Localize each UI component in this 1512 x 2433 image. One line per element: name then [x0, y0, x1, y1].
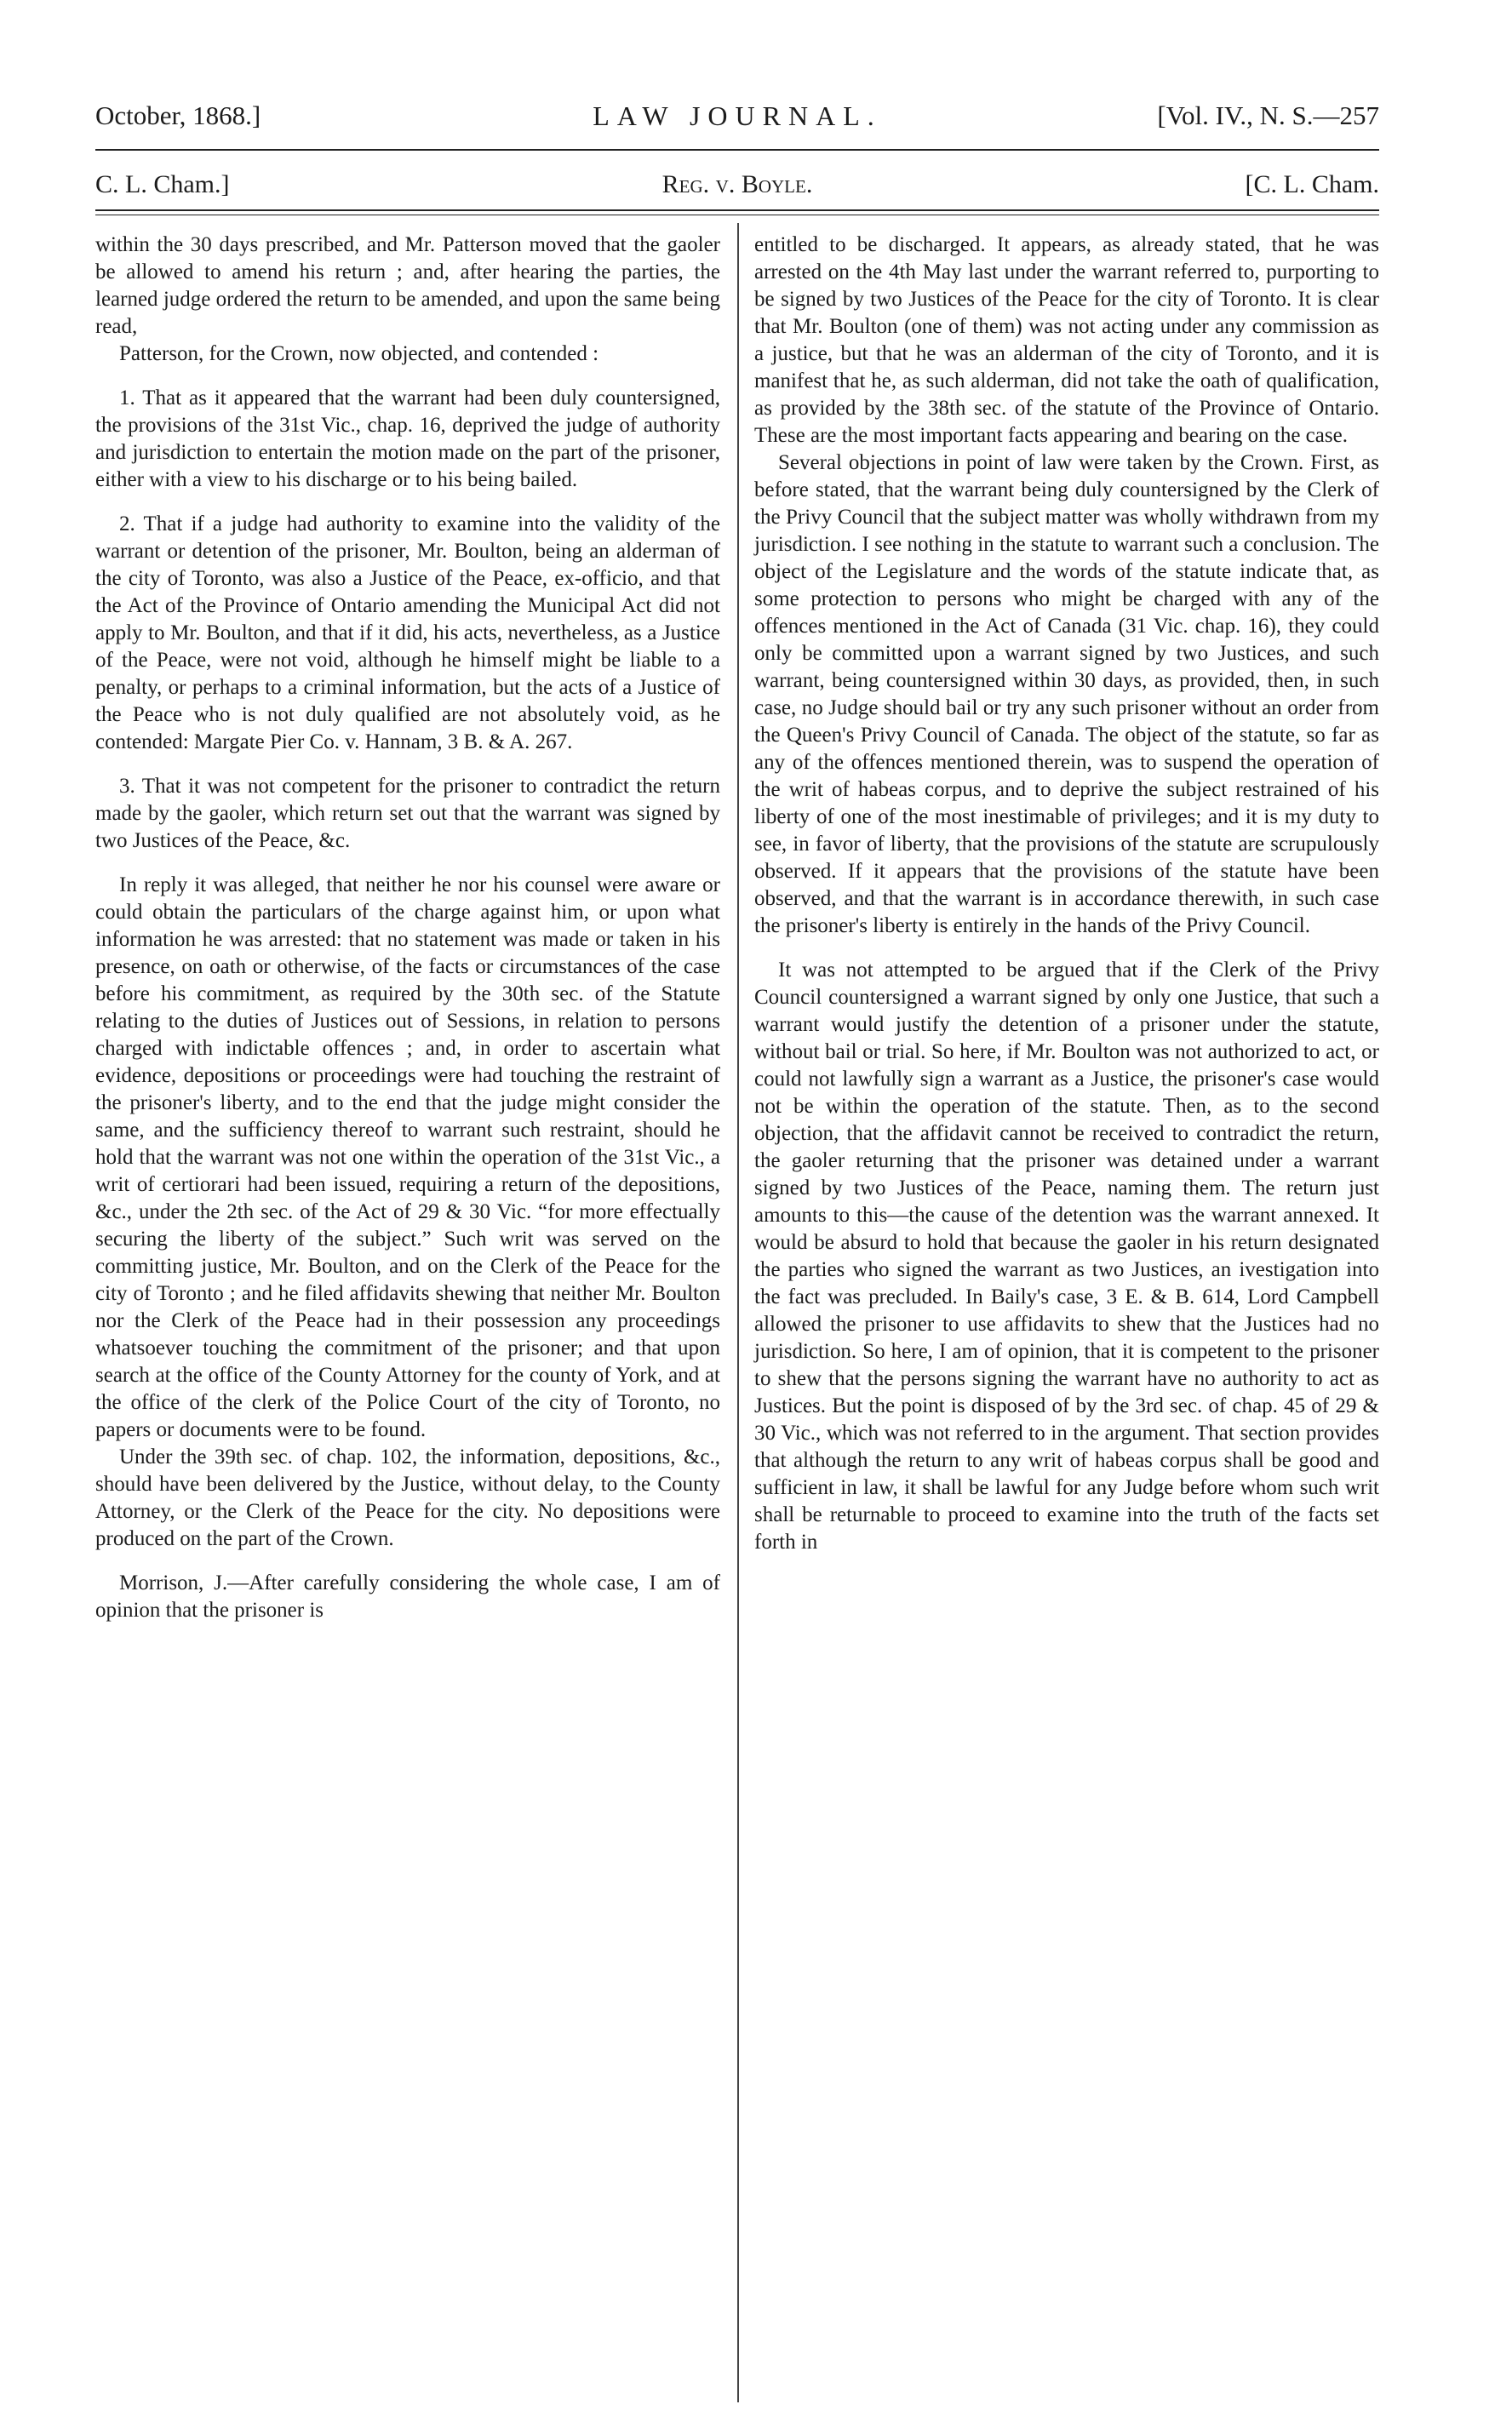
volume-page: [Vol. IV., N. S.—257 [1157, 100, 1379, 130]
case-name: Reg. v. Boyle. [662, 170, 813, 198]
running-header [95, 100, 1379, 152]
court-left: C. L. Cham.] [95, 170, 230, 198]
header-rule [95, 149, 1379, 151]
paragraph: entitled to be discharged. It appears, as already stated, that he was arrested on the 4th May last under the warrant referred to, purporting to be signed by two Justices of the Peace for the city of Toronto. It is clear that Mr. Boulton (one of them) was not acting under any commission as a justice, but that he was an alderman of the city of Toronto, and it is manifest that he, as such alderman, did not take the oath of qualification, as provided by the 38th sec. of the statute of the Province of Ontario. These are the most important facts appearing and bearing on the case. [754, 233, 1379, 447]
journal-title: LAW JOURNAL. [593, 100, 882, 131]
case-header [95, 170, 1379, 213]
paragraph: In reply it was alleged, that neither he nor his counsel were aware or could obtain the particulars of the charge against him, or upon what information he was arrested: that no statement was made or taken in his presence, on oath or otherwise, of the facts or circumstances of the case before his commitment, as required by the 30th sec. of the Statute relating to the duties of Justices out of Sessions, in relation to persons charged with indictable offences ; and, in order to ascertain what evidence, depositions or proceedings were had touching the restraint of the prisoner's liberty, and to the end that the judge might consider the same, and the sufficiency thereof to warrant such restraint, should he hold that the warrant was not one within the operation of the 31st Vic., a writ of certiorari had been issued, requiring a return of the depositions, &c., under the 2th sec. of the Act of 29 & 30 Vic. “for more effectually securing the liberty of the subject.” Such writ was served on the committing justice, Mr. Boulton, and on the Clerk of the Peace for the city of Toronto ; and he filed affidavits shewing that neither Mr. Boulton nor the Clerk of the Peace had in their possession any proceedings whatsoever touching the commitment of the prisoner; and that upon search at the office of the County Attorney for the county of York, and at the office of the clerk of the Police Court of the city of Toronto, no papers or documents were to be found. [95, 873, 720, 1441]
paragraph: 3. That it was not competent for the prisoner to contradict the return made by the gaoler, which return set out that the warrant was signed by two Justices of the Peace, &c. [95, 775, 720, 852]
paragraph: Patterson, for the Crown, now objected, and contended : [119, 342, 599, 365]
court-right: [C. L. Cham. [1245, 170, 1379, 198]
paragraph: Under the 39th sec. of chap. 102, the information, depositions, &c., should have been delivered by the Justice, without delay, to the County Attorney, or the Clerk of the Peace for the city. No depositions were produced on the part of the Crown. [95, 1445, 720, 1550]
paragraph: 1. That as it appeared that the warrant had been duly countersigned, the provisions of the 31st Vic., chap. 16, deprived the judge of authority and jurisdiction to entertain the motion made on the part of the prisoner, either with a view to his discharge or to his being bailed. [95, 386, 720, 491]
paragraph: within the 30 days prescribed, and Mr. Patterson moved that the gaoler be allowed to amend his return ; and, after hearing the parties, the learned judge ordered the return to be amended, and upon the same being read, [95, 233, 720, 338]
header-date: October, 1868.] [95, 100, 261, 130]
paragraph: Morrison, J.—After carefully considering the whole case, I am of opinion that the prisoner is [95, 1571, 720, 1622]
column-divider [737, 223, 739, 2402]
subheader-rule [95, 209, 1379, 211]
paragraph: It was not attempted to be argued that if the Clerk of the Privy Council countersigned a warrant signed by only one Justice, that such a warrant would justify the detention of a prisoner under the statute, without bail or trial. So here, if Mr. Boulton was not authorized to act, or could not lawfully sign a warrant as a Justice, the prisoner's case would not be within the operation of the statute. Then, as to the second objection, that the affidavit cannot be received to contradict the return, the gaoler returning that the prisoner was detained under a warrant signed by two Justices of the Peace, naming them. The return just amounts to this—the cause of the detention was the warrant annexed. It would be absurd to hold that because the gaoler in his return designated the parties who signed the warrant as two Justices, an ivestigation into the fact was precluded. In Baily's case, 3 E. & B. 614, Lord Campbell allowed the prisoner to use affidavits to shew that the Justices had no jurisdiction. So here, I am of opinion, that it is competent to the prisoner to shew that the persons signing the warrant have no authority to act as Justices. But the point is disposed of by the 3rd sec. of chap. 45 of 29 & 30 Vic., which was not referred to in the argument. That section provides that although the return to any writ of habeas corpus shall be good and sufficient in law, it shall be lawful for any Judge before whom such writ shall be returnable to proceed to examine into the truth of the facts set forth in [754, 959, 1379, 1554]
paragraph: Several objections in point of law were taken by the Crown. First, as before stated, that the warrant being duly countersigned by the Clerk of the Privy Council that the subject matter was wholly withdrawn from my jurisdiction. I see nothing in the statute to warrant such a conclusion. The object of the Legislature and the words of the statute indicate that, as some protection to persons who might be charged with any of the offences mentioned in the Act of Canada (31 Vic. chap. 16), they could only be committed upon a warrant signed by two Justices, and such warrant, being countersigned within 30 days, as provided, then, in such case, no Judge should bail or try any such prisoner without an order from the Queen's Privy Council of Canada. The object of the statute, so far as any of the offences mentioned therein, was to suspend the operation of the writ of habeas corpus, and to deprive the subject restrained of his liberty of one of the most inestimable of privileges; and it is my duty to see, in favor of liberty, that the provisions of the statute are scrupulously observed. If it appears that the provisions of the statute have been observed, and that the warrant is in accordance therewith, in such case the prisoner's liberty is entirely in the hands of the Privy Council. [754, 451, 1379, 937]
left-column [95, 232, 720, 1624]
paragraph: 2. That if a judge had authority to examine into the validity of the warrant or detention of the prisoner, Mr. Boulton, being an alderman of the city of Toronto, was also a Justice of the Peace, ex-officio, and that the Act of the Province of Ontario amending the Municipal Act did not apply to Mr. Boulton, and that if it did, his acts, nevertheless, as a Justice of the Peace, were not void, although he himself might be liable to a penalty, or perhaps to a criminal information, but the acts of a Justice of the Peace who is not duly qualified are not absolutely void, as he contended: Margate Pier Co. v. Hannam, 3 B. & A. 267. [95, 512, 720, 753]
right-column [754, 232, 1379, 1556]
